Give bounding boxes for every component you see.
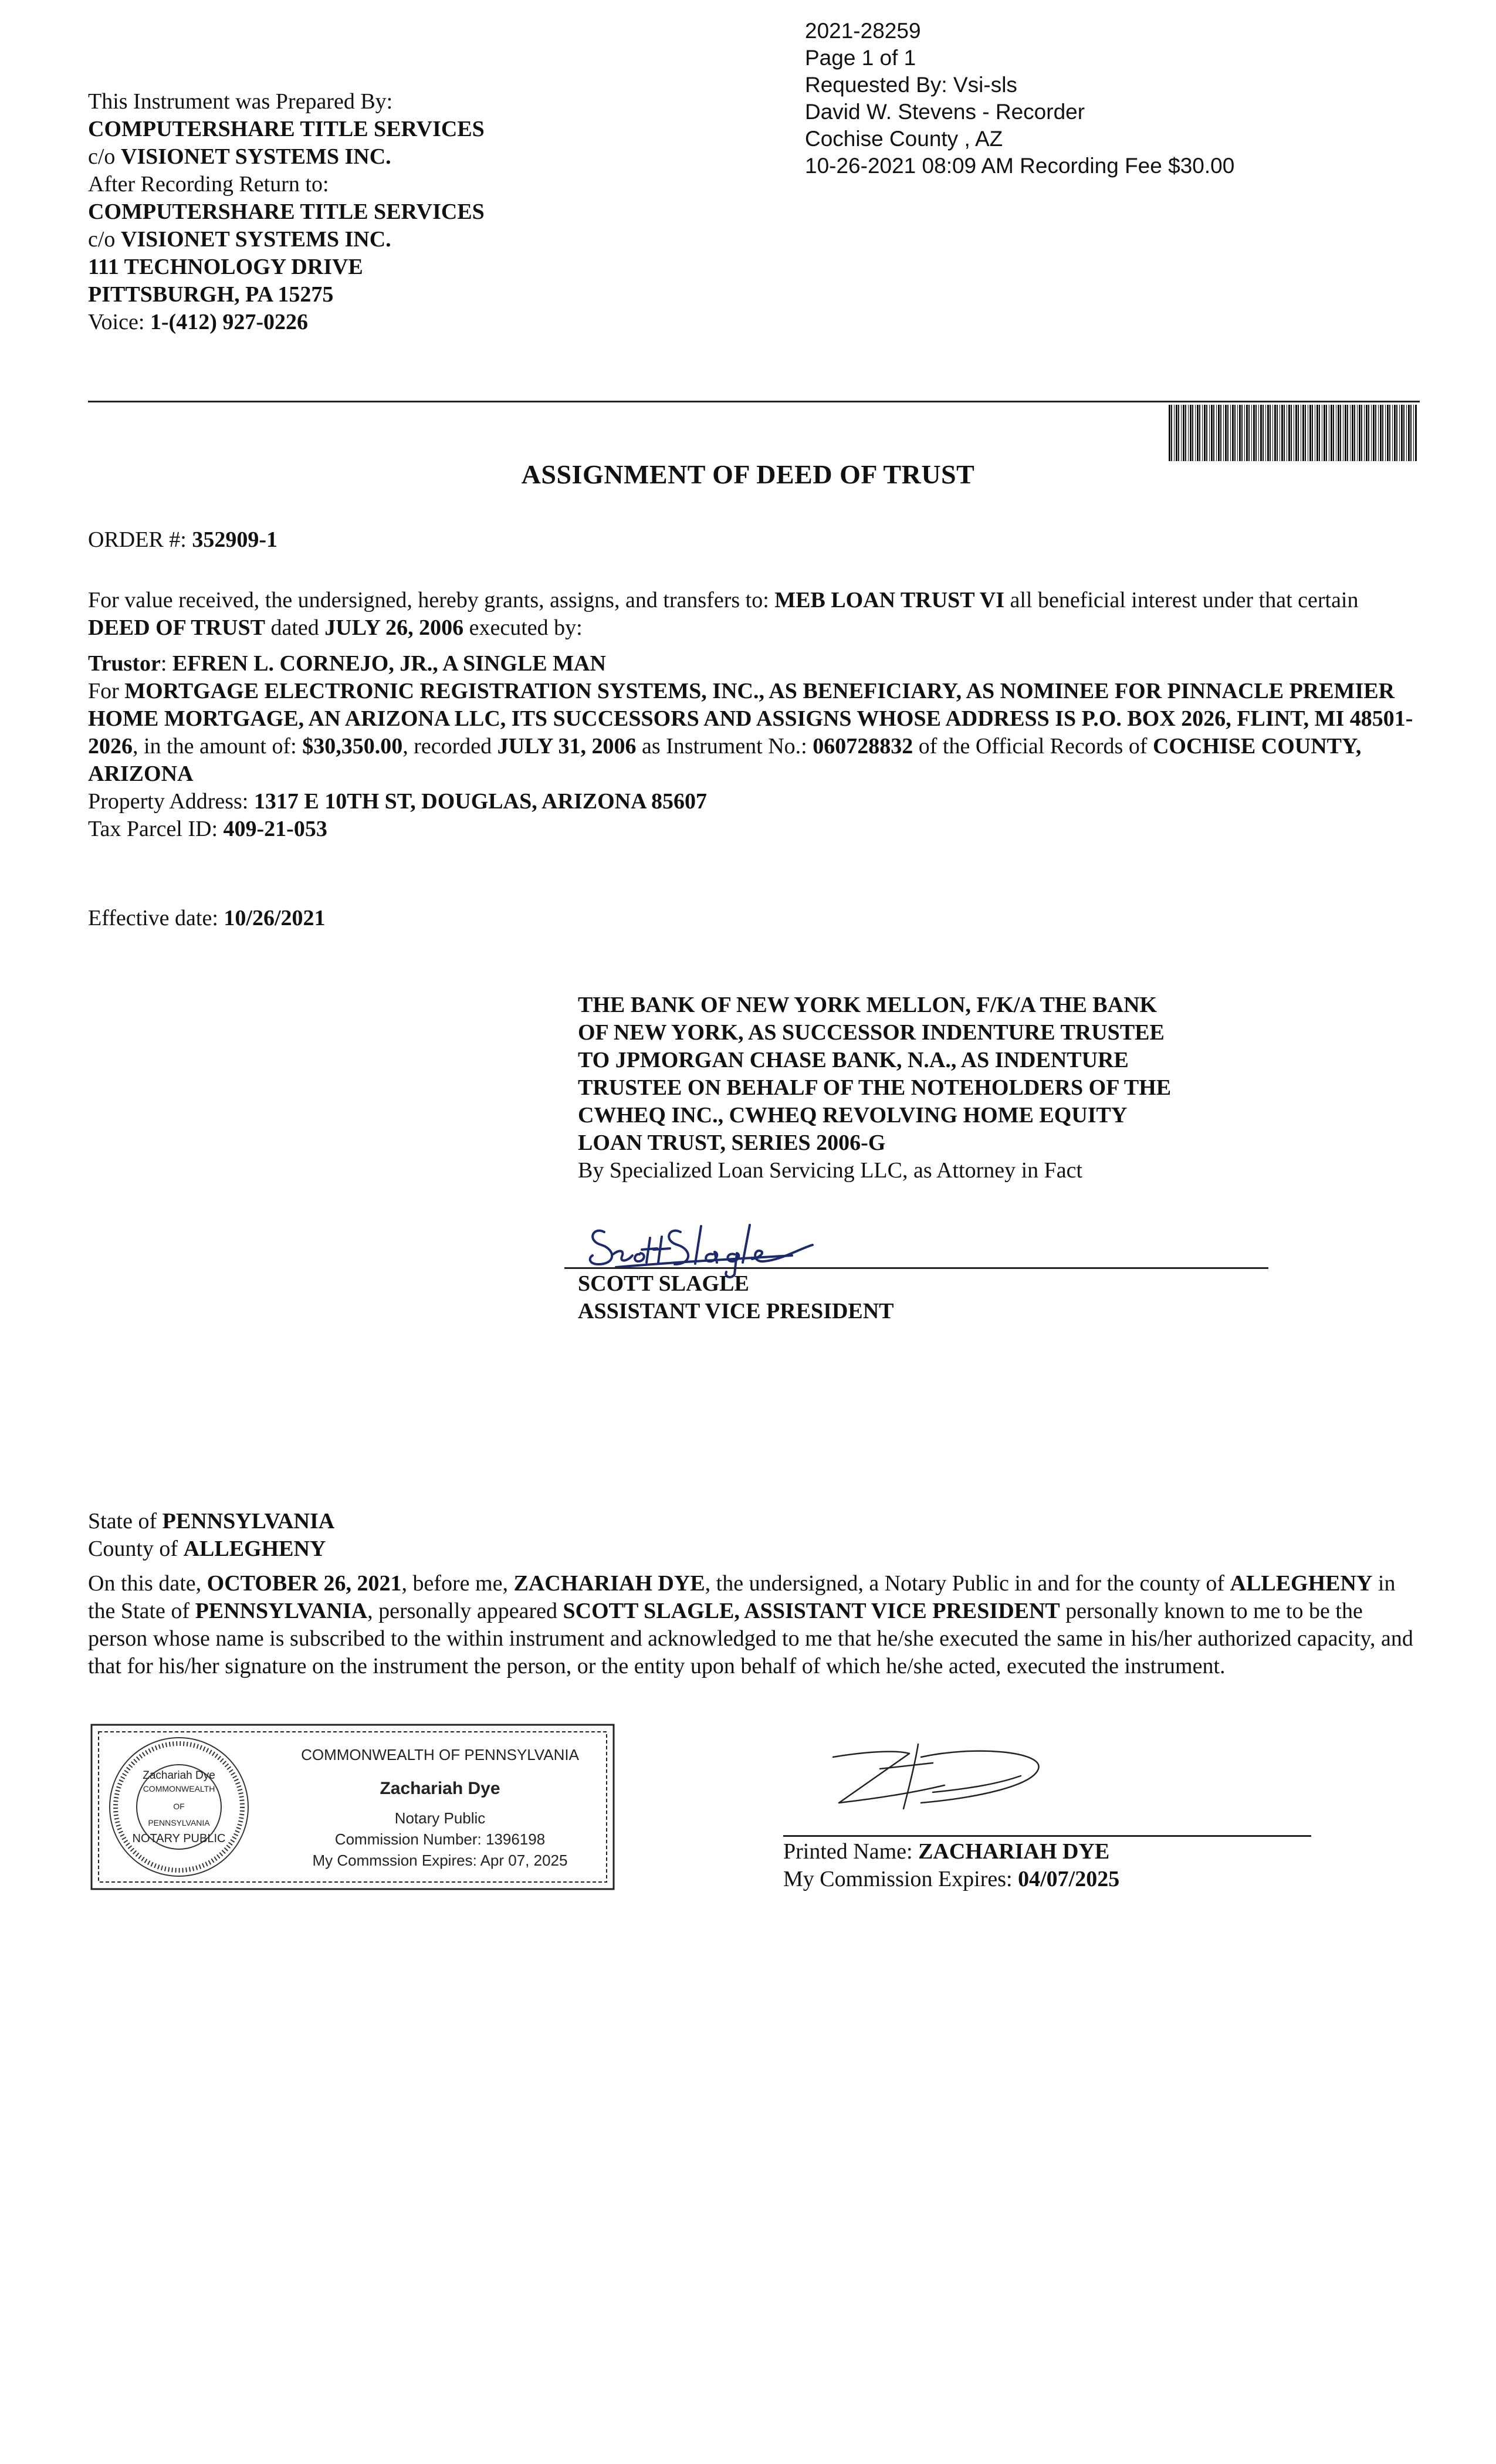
recording-county: Cochise County , AZ xyxy=(805,127,1003,151)
barcode-bar xyxy=(1209,405,1210,461)
barcode-bar xyxy=(1270,405,1271,461)
barcode-bar xyxy=(1213,405,1214,461)
barcode-bar xyxy=(1399,405,1400,461)
barcode-bar xyxy=(1385,405,1386,461)
barcode-bar xyxy=(1246,405,1248,461)
barcode-bar xyxy=(1403,405,1404,461)
assignment-paragraph: For value received, the undersigned, hereby grants, assigns, and transfers to: MEB LOAN TRUST VI all beneficial interest under that certain DEED OF TRUST dated JULY 26, 2006 executed by: xyxy=(88,588,1359,640)
seal-ring-notary: NOTARY PUBLIC xyxy=(132,1832,226,1845)
barcode-bar xyxy=(1223,405,1224,461)
notary-printed-block xyxy=(783,1838,1119,1893)
barcode-bar xyxy=(1382,405,1383,461)
assignor-line: THE BANK OF NEW YORK MELLON, F/K/A THE BANK xyxy=(578,993,1157,1017)
recording-timestamp-fee: 10-26-2021 08:09 AM Recording Fee $30.00 xyxy=(805,154,1235,178)
assignor-line: TRUSTEE ON BEHALF OF THE NOTEHOLDERS OF THE xyxy=(578,1075,1172,1100)
return-city: PITTSBURGH, PA 15275 xyxy=(88,282,334,307)
document-number: 2021-28259 xyxy=(805,19,921,43)
barcode-bar xyxy=(1211,405,1213,461)
trustor-block xyxy=(88,650,1420,843)
recording-info xyxy=(805,18,1234,180)
barcode-bar xyxy=(1375,405,1376,461)
barcode-bar xyxy=(1267,405,1269,461)
barcode-bar xyxy=(1354,405,1355,461)
barcode-bar xyxy=(1255,405,1257,461)
barcode-bar xyxy=(1260,405,1262,461)
prepared-by-label: This Instrument was Prepared By: xyxy=(88,89,393,114)
barcode-bar xyxy=(1199,405,1200,461)
assignor-line: OF NEW YORK, AS SUCCESSOR INDENTURE TRUSTEE xyxy=(578,1020,1165,1045)
barcode-bar xyxy=(1206,405,1207,461)
barcode-bar xyxy=(1350,405,1351,461)
barcode-bar xyxy=(1361,405,1362,461)
signature-zachariah-dye xyxy=(798,1734,1056,1816)
barcode-bar xyxy=(1326,405,1327,461)
seal-ring-commonwealth: COMMONWEALTH xyxy=(143,1784,215,1793)
barcode-bar xyxy=(1357,405,1358,461)
preparer-company: COMPUTERSHARE TITLE SERVICES xyxy=(88,117,485,141)
notary-commission-expires: My Commission Expires: 04/07/2025 xyxy=(783,1867,1120,1891)
barcode-bar xyxy=(1364,405,1365,461)
return-care-of: c/o VISIONET SYSTEMS INC. xyxy=(88,227,391,252)
barcode-bar xyxy=(1174,405,1175,461)
barcode-bar xyxy=(1171,405,1172,461)
requested-by: Requested By: Vsi-sls xyxy=(805,73,1017,97)
seal-heading: COMMONWEALTH OF PENNSYLVANIA xyxy=(301,1746,579,1764)
barcode-bar xyxy=(1410,405,1412,461)
recorder-name: David W. Stevens - Recorder xyxy=(805,100,1085,124)
barcode-bar xyxy=(1378,405,1379,461)
barcode-bar xyxy=(1251,405,1252,461)
document-title: ASSIGNMENT OF DEED OF TRUST xyxy=(521,459,975,489)
barcode-bar xyxy=(1359,405,1360,461)
barcode-bar xyxy=(1232,405,1234,461)
barcode-bar xyxy=(1380,405,1382,461)
barcode-bar xyxy=(1394,405,1396,461)
barcode-bar xyxy=(1371,405,1372,461)
barcode-bar xyxy=(1277,405,1278,461)
barcode-bar xyxy=(1312,405,1313,461)
barcode-bar xyxy=(1265,405,1266,461)
barcode-bar xyxy=(1347,405,1348,461)
barcode-bar xyxy=(1190,405,1192,461)
barcode-bar xyxy=(1244,405,1245,461)
barcode-bar xyxy=(1373,405,1375,461)
barcode-bar xyxy=(1288,405,1290,461)
barcode-bar xyxy=(1331,405,1332,461)
prepared-by-block xyxy=(88,88,675,336)
barcode-bar xyxy=(1333,405,1334,461)
barcode-bar xyxy=(1263,405,1264,461)
barcode-bar xyxy=(1220,405,1221,461)
barcode-bar xyxy=(1237,405,1238,461)
barcode-bar xyxy=(1401,405,1403,461)
barcode-bar xyxy=(1234,405,1236,461)
barcode-bar xyxy=(1291,405,1292,461)
return-company: COMPUTERSHARE TITLE SERVICES xyxy=(88,199,485,224)
trustor-line: Trustor: EFREN L. CORNEJO, JR., A SINGLE MAN xyxy=(88,651,606,676)
barcode-bar xyxy=(1248,405,1250,461)
seal-ring-name: Zachariah Dye xyxy=(143,1769,215,1782)
barcode-bar xyxy=(1274,405,1276,461)
barcode-bar xyxy=(1309,405,1311,461)
barcode-bar xyxy=(1413,405,1414,461)
order-number: ORDER #: 352909-1 xyxy=(88,527,278,552)
notary-printed-name: Printed Name: ZACHARIAH DYE xyxy=(783,1839,1110,1864)
notary-seal xyxy=(88,1721,617,1893)
barcode-bar xyxy=(1295,405,1297,461)
barcode-bar xyxy=(1183,405,1184,461)
seal-role: Notary Public xyxy=(394,1809,486,1827)
barcode-bar xyxy=(1216,405,1217,461)
signer-name: SCOTT SLAGLE xyxy=(578,1271,749,1296)
barcode-bar xyxy=(1408,405,1410,461)
seal-notary-name: Zachariah Dye xyxy=(380,1779,500,1798)
preparer-care-of: c/o VISIONET SYSTEMS INC. xyxy=(88,144,391,169)
barcode-bar xyxy=(1225,405,1227,461)
signer-title: ASSISTANT VICE PRESIDENT xyxy=(578,1299,894,1324)
barcode-bar xyxy=(1345,405,1346,461)
barcode-bar xyxy=(1195,405,1196,461)
seal-ring-state: PENNSYLVANIA xyxy=(148,1818,210,1827)
barcode-bar xyxy=(1387,405,1389,461)
barcode-bar xyxy=(1202,405,1203,461)
barcode-bar xyxy=(1185,405,1186,461)
venue-block xyxy=(88,1508,334,1563)
barcode-bar xyxy=(1396,405,1397,461)
seal-ring-of: OF xyxy=(173,1802,185,1811)
barcode-bar xyxy=(1188,405,1189,461)
notary-acknowledgment: On this date, OCTOBER 26, 2021, before me, ZACHARIAH DYE, the undersigned, a Notary Public in and for the county of ALLEGHENY in the State of PENNSYLVANIA, personally appeared SCOTT SLAGLE, ASSISTANT VICE PRESIDENT personally known to me to be the person whose name is subscribed to the within instrument and acknowledged to me that he/she executed the same in his/her authorized capacity, and that for his/her signature on the instrument the person, or the entity upon behalf of which he/she acted, executed the instrument. xyxy=(88,1571,1413,1678)
return-street: 111 TECHNOLOGY DRIVE xyxy=(88,255,363,279)
return-phone: Voice: 1-(412) 927-0226 xyxy=(88,310,309,334)
assignor-line: LOAN TRUST, SERIES 2006-G xyxy=(578,1131,886,1155)
barcode-bar xyxy=(1281,405,1283,461)
seal-commission-number: Commission Number: 1396198 xyxy=(334,1830,546,1848)
barcode-bar xyxy=(1324,405,1325,461)
barcode-bar xyxy=(1241,405,1243,461)
barcode-bar xyxy=(1169,405,1170,461)
barcode-bar xyxy=(1197,405,1199,461)
barcode-bar xyxy=(1181,405,1182,461)
venue-state: State of PENNSYLVANIA xyxy=(88,1509,335,1534)
barcode-bar xyxy=(1305,405,1306,461)
property-address: Property Address: 1317 E 10TH ST, DOUGLAS, ARIZONA 85607 xyxy=(88,789,707,814)
barcode-bar xyxy=(1298,405,1299,461)
barcode-bar xyxy=(1178,405,1179,461)
barcode-bar xyxy=(1366,405,1368,461)
assignor-block xyxy=(578,991,1282,1184)
barcode-bar xyxy=(1253,405,1255,461)
signature-line xyxy=(564,1267,1268,1269)
barcode-bar xyxy=(1352,405,1353,461)
barcode-bar xyxy=(1218,405,1220,461)
tax-parcel-id: Tax Parcel ID: 409-21-053 xyxy=(88,817,327,841)
barcode-bar xyxy=(1406,405,1407,461)
barcode-bar xyxy=(1392,405,1393,461)
header-divider xyxy=(88,401,1420,402)
barcode-bar xyxy=(1368,405,1369,461)
notary-signature-line xyxy=(783,1835,1311,1837)
barcode-bar xyxy=(1239,405,1241,461)
barcode-bar xyxy=(1176,405,1177,461)
barcode-bar xyxy=(1272,405,1273,461)
barcode-bar xyxy=(1230,405,1231,461)
page-count: Page 1 of 1 xyxy=(805,46,916,70)
barcode-bar xyxy=(1227,405,1228,461)
signer-block xyxy=(578,1270,894,1325)
barcode-bar xyxy=(1389,405,1390,461)
barcode-icon xyxy=(1166,405,1420,461)
barcode-bar xyxy=(1415,405,1417,461)
effective-date: Effective date: 10/26/2021 xyxy=(88,906,326,930)
return-to-label: After Recording Return to: xyxy=(88,172,329,197)
barcode-bar xyxy=(1340,405,1341,461)
beneficiary-paragraph: For MORTGAGE ELECTRONIC REGISTRATION SYSTEMS, INC., AS BENEFICIARY, AS NOMINEE FOR PINNACLE PREMIER HOME MORTGAGE, AN ARIZONA LLC, ITS SUCCESSORS AND ASSIGNS WHOSE ADDRESS IS P.O. BOX 2026, FLINT, MI 48501-2026, in the amount of: $30,350.00, recorded JULY 31, 2006 as Instrument No.: 060728832 of the Official Records of COCHISE COUNTY, ARIZONA xyxy=(88,679,1413,786)
barcode-bar xyxy=(1258,405,1259,461)
venue-county: County of ALLEGHENY xyxy=(88,1536,326,1561)
assignor-line: CWHEQ INC., CWHEQ REVOLVING HOME EQUITY xyxy=(578,1103,1128,1128)
barcode-bar xyxy=(1204,405,1206,461)
barcode-bar xyxy=(1284,405,1285,461)
barcode-bar xyxy=(1192,405,1193,461)
seal-expiration: My Commssion Expires: Apr 07, 2025 xyxy=(312,1852,568,1869)
attorney-in-fact: By Specialized Loan Servicing LLC, as Attorney in Fact xyxy=(578,1158,1083,1183)
barcode-bar xyxy=(1316,405,1318,461)
assignor-line: TO JPMORGAN CHASE BANK, N.A., AS INDENTURE xyxy=(578,1048,1129,1072)
barcode-bar xyxy=(1319,405,1320,461)
barcode-bar xyxy=(1302,405,1304,461)
barcode-bar xyxy=(1338,405,1339,461)
